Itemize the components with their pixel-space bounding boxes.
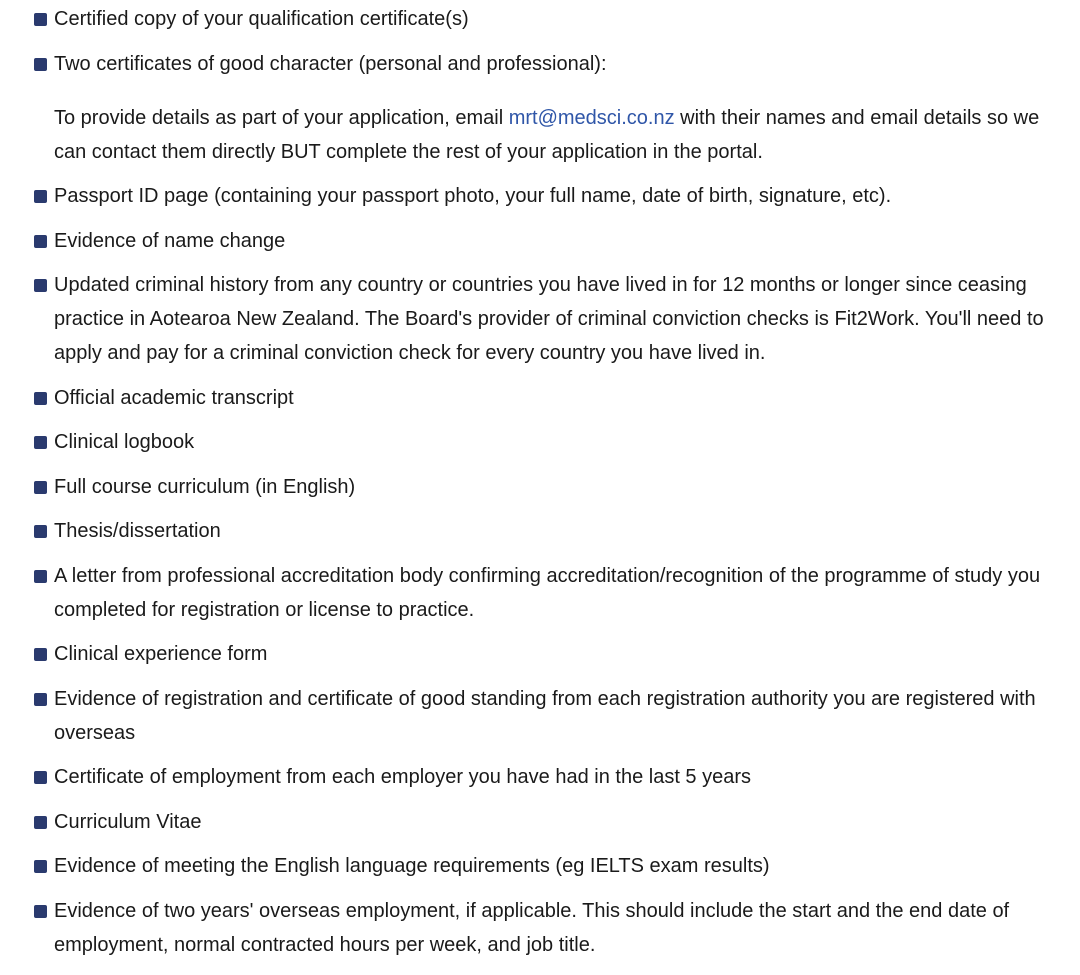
list-item-text: Passport ID page (containing your passport photo, your full name, date of birth, signature, etc). [54,185,892,207]
square-bullet-icon [34,860,47,873]
square-bullet-icon [34,436,47,449]
list-item-text: Clinical logbook [54,431,195,453]
email-link[interactable]: mrt@medsci.co.nz [508,106,675,129]
square-bullet-icon [34,905,47,918]
note-text-before: To provide details as part of your application, email [54,106,509,129]
list-item-text: Curriculum Vitae [54,810,202,833]
list-item-text: Thesis/dissertation [54,520,221,542]
list-item [34,682,1050,750]
list-item [34,2,1050,36]
list-item [34,47,1050,169]
square-bullet-icon [34,816,47,829]
list-item-text: Two certificates of good character (personal and professional): [54,52,607,75]
list-item-text: Official academic transcript [54,386,294,409]
requirements-list [34,2,1050,962]
square-bullet-icon [34,481,47,494]
list-item-text: Evidence of two years' overseas employment, if applicable. This should include the start and the end date of employment, normal contracted hours per week, and job title. [54,899,1010,956]
square-bullet-icon [34,190,47,203]
note-text-after: with their names and email details so we can contact them directly BUT complete the rest of your application in the portal. [54,106,1040,163]
list-item [34,381,1050,415]
list-item [34,268,1050,370]
list-item [34,849,1050,883]
square-bullet-icon [34,392,47,405]
list-item [34,805,1050,839]
character-certificate-note [54,101,1050,169]
list-item [34,894,1050,962]
square-bullet-icon [34,525,47,538]
square-bullet-icon [34,693,47,706]
list-item-text: Clinical experience form [54,643,268,665]
square-bullet-icon [34,279,47,292]
square-bullet-icon [34,235,47,248]
list-item-text: Full course curriculum (in English) [54,475,356,498]
list-item [34,470,1050,504]
list-item [34,637,1050,671]
list-item-text: A letter from professional accreditation body confirming accreditation/recognition of the programme of study you completed for registration or license to practice. [54,564,1041,621]
list-item-text: Certificate of employment from each employer you have had in the last 5 years [54,766,752,788]
list-item [34,559,1050,627]
list-item [34,224,1050,258]
list-item-text: Evidence of registration and certificate of good standing from each registration authority you are registered with overseas [54,687,1036,744]
list-item [34,514,1050,548]
list-item-text: Evidence of meeting the English language requirements (eg IELTS exam results) [54,855,770,877]
square-bullet-icon [34,13,47,26]
list-item-text: Certified copy of your qualification certificate(s) [54,8,469,30]
square-bullet-icon [34,648,47,661]
square-bullet-icon [34,570,47,583]
list-item [34,425,1050,459]
square-bullet-icon [34,58,47,71]
list-item-text: Evidence of name change [54,229,286,252]
list-item-text: Updated criminal history from any country or countries you have lived in for 12 months or longer since ceasing practice in Aotearoa New Zealand. The Board's provider of criminal conviction checks is Fit2Work. You'll need to apply and pay for a criminal conviction check for every country you have lived in. [54,274,1044,364]
square-bullet-icon [34,771,47,784]
list-item [34,760,1050,794]
list-item [34,179,1050,213]
